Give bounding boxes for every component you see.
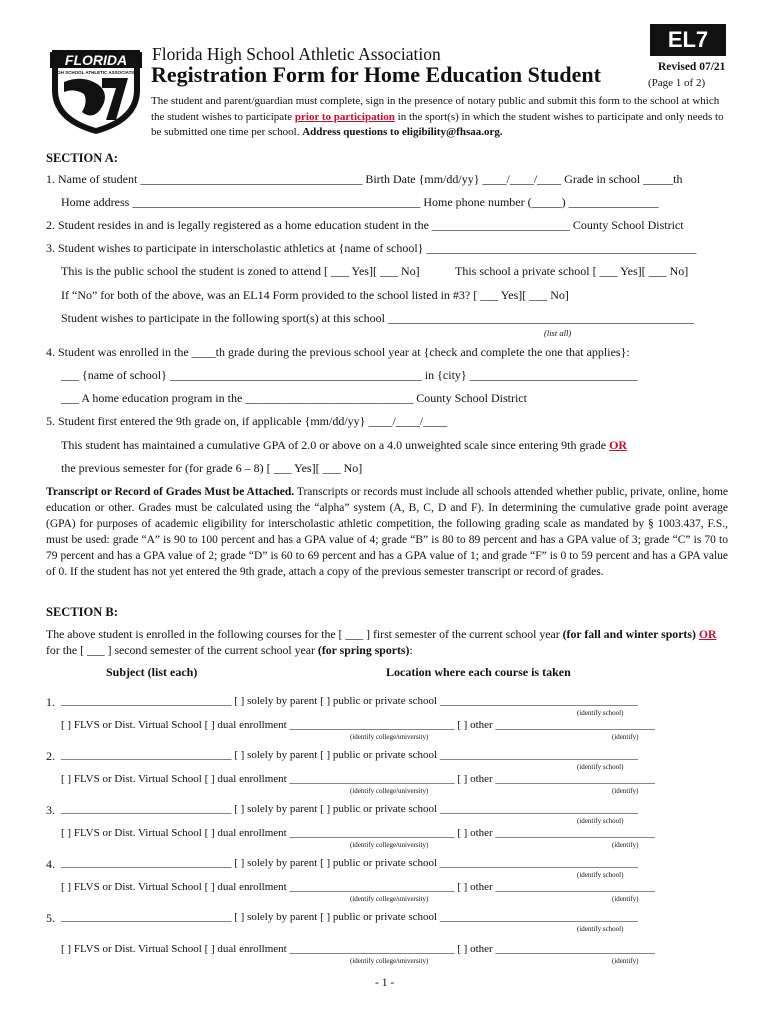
form-code-badge: EL7	[650, 24, 726, 56]
revised-date: Revised 07/21	[658, 61, 726, 73]
sports-line[interactable]: Student wishes to participate in the following sport(s) at this school ___________________________________________________	[61, 311, 694, 325]
el14-line[interactable]: If “No” for both of the above, was an EL14 Form provided to the school listed in #3? [ ___ Yes][ ___ No]	[61, 288, 569, 302]
residence-line[interactable]: 2. Student resides in and is legally registered as a home education student in the _______________________ County School District	[46, 218, 684, 232]
section-b-intro: The above student is enrolled in the following courses for the [ ___ ] first semester of the current school year (for fall and winter sports) OR for the [ ___ ] second semester of the current school year (for spring sports):	[46, 627, 717, 657]
identify-college-label: (identify college/university)	[350, 841, 429, 849]
location-options-line[interactable]: [ ] FLVS or Dist. Virtual School [ ] dual enrollment ______________________________ [ ] other _____________________________	[61, 719, 655, 731]
previous-semester-line[interactable]: the previous semester for (for grade 6 – 8) [ ___ Yes][ ___ No]	[61, 461, 363, 475]
subject-line[interactable]: _______________________________ [ ] solely by parent [ ] public or private school ____________________________________	[61, 749, 638, 761]
identify-school-label: (identify school)	[577, 763, 624, 771]
transcript-paragraph: Transcript or Record of Grades Must be Attached. Transcripts or records must include all schools attended whether public, private, online, home education or other. Grades must be calculated using the “alpha” system (A, B, C, D and F). In determining the cumulative grade point average (GPA) for purposes of academic eligibility for interscholastic athletic competition, the following grading scale as mandated by § 1003.437, F.S., must be used: grade “A” is 90 to 100 percent and has a GPA value of 4; grade “B” is 80 to 89 percent and has a GPA value of 3; grade “C” is 70 to 79 percent and has a GPA value of 2; grade “D” is 60 to 69 percent and has a GPA value of 1; and grade “F” is 0 to 59 percent and has a GPA value of 0. If the student has not yet entered the 9th grade, attach a copy of the previous semester transcript or record of grades.	[46, 486, 728, 578]
gpa-line: This student has maintained a cumulative GPA of 2.0 or above on a 4.0 unweighted scale since entering 9th grade OR	[61, 438, 628, 452]
form-title: Registration Form for Home Education Student	[151, 62, 601, 87]
subject-line[interactable]: _______________________________ [ ] solely by parent [ ] public or private school ____________________________________	[61, 803, 638, 815]
home-education-program-line[interactable]: ___ A home education program in the ____________________________ County School District	[61, 391, 527, 405]
identify-label: (identify)	[612, 957, 639, 965]
intro-instructions: The student and parent/guardian must complete, sign in the presence of notary public and submit this form to the school at which the student wishes to participate prior to participation in the sport(s) in which the student wishes to participate and only needs to be submitted one time per school. Address questions to eligibility@fhsaa.org.	[151, 95, 724, 138]
row-number: 5.	[46, 911, 55, 925]
identify-label: (identify)	[612, 841, 639, 849]
location-options-line[interactable]: [ ] FLVS or Dist. Virtual School [ ] dual enrollment ______________________________ [ ] other _____________________________	[61, 881, 655, 893]
page-number: - 1 -	[375, 977, 395, 989]
section-b-heading: SECTION B:	[46, 605, 118, 619]
identify-college-label: (identify college/university)	[350, 733, 429, 741]
page-count: (Page 1 of 2)	[648, 77, 706, 89]
location-column-header: Location where each course is taken	[386, 665, 571, 679]
private-school-line[interactable]: This school a private school [ ___ Yes][ ___ No]	[455, 264, 689, 278]
subject-column-header: Subject (list each)	[106, 665, 198, 679]
home-address-line[interactable]: Home address ________________________________________________ Home phone number (_____) _______________	[61, 195, 659, 209]
zoned-school-line[interactable]: This is the public school the student is zoned to attend [ ___ Yes][ ___ No]	[61, 264, 420, 278]
subject-line[interactable]: _______________________________ [ ] solely by parent [ ] public or private school ____________________________________	[61, 695, 638, 707]
identify-school-label: (identify school)	[577, 709, 624, 717]
svg-text:FLORIDA: FLORIDA	[64, 52, 128, 68]
identify-school-label: (identify school)	[577, 817, 624, 825]
previous-school-line[interactable]: ___ {name of school} __________________________________________ in {city} ____________________________	[61, 368, 638, 382]
row-number: 3.	[46, 803, 55, 817]
identify-school-label: (identify school)	[577, 925, 624, 933]
row-number: 4.	[46, 857, 55, 871]
previous-grade-line[interactable]: 4. Student was enrolled in the ____th grade during the previous school year at {check and complete the one that applies}:	[46, 345, 630, 359]
identify-label: (identify)	[612, 787, 639, 795]
identify-college-label: (identify college/university)	[350, 787, 429, 795]
row-number: 2.	[46, 749, 55, 763]
identify-label: (identify)	[612, 895, 639, 903]
svg-text:HIGH SCHOOL ATHLETIC ASSOCIATI: HIGH SCHOOL ATHLETIC ASSOCIATION	[52, 70, 140, 75]
location-options-line[interactable]: [ ] FLVS or Dist. Virtual School [ ] dual enrollment ______________________________ [ ] other _____________________________	[61, 773, 655, 785]
org-name: Florida High School Athletic Association	[152, 44, 441, 64]
location-options-line[interactable]: [ ] FLVS or Dist. Virtual School [ ] dual enrollment ______________________________ [ ] other _____________________________	[61, 943, 655, 955]
identify-label: (identify)	[612, 733, 639, 741]
identify-college-label: (identify college/university)	[350, 895, 429, 903]
subject-line[interactable]: _______________________________ [ ] solely by parent [ ] public or private school ____________________________________	[61, 857, 638, 869]
list-all-note: (list all)	[544, 328, 572, 338]
ninth-grade-date-line[interactable]: 5. Student first entered the 9th grade on, if applicable {mm/dd/yy} ____/____/____	[46, 414, 448, 428]
fhsaa-logo	[44, 44, 144, 136]
identify-school-label: (identify school)	[577, 871, 624, 879]
location-options-line[interactable]: [ ] FLVS or Dist. Virtual School [ ] dual enrollment ______________________________ [ ] other _____________________________	[61, 827, 655, 839]
section-a-heading: SECTION A:	[46, 151, 118, 165]
school-name-line[interactable]: 3. Student wishes to participate in interscholastic athletics at {name of school} _____________________________________________	[46, 241, 697, 255]
student-name-line[interactable]: 1. Name of student _____________________________________ Birth Date {mm/dd/yy} ____/____/____ Grade in school _____th	[46, 172, 683, 186]
subject-line[interactable]: _______________________________ [ ] solely by parent [ ] public or private school ____________________________________	[61, 911, 638, 923]
identify-college-label: (identify college/university)	[350, 957, 429, 965]
row-number: 1.	[46, 695, 55, 709]
